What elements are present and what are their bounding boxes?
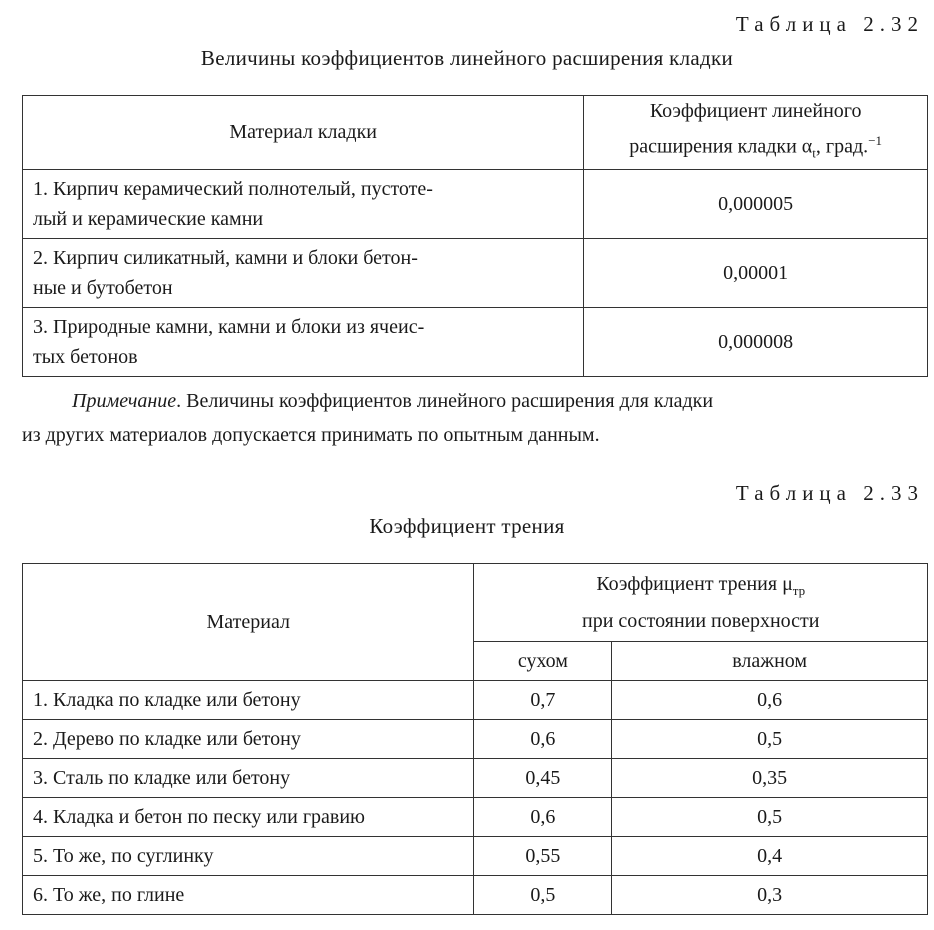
row-value: 0,00001 [584,238,928,307]
header-coefficient [584,96,928,170]
row-material [23,238,584,307]
row-material-line2: лый и керамические камни [33,207,264,230]
row-dry: 0,6 [474,798,612,837]
row-material: 5. То же, по суглинку [23,837,474,876]
row-material: 3. Сталь по кладке или бетону [23,759,474,798]
row-dry: 0,45 [474,759,612,798]
row-material [23,169,584,238]
header-wet: влажном [612,641,928,680]
row-material-line2: ные и бутобетон [33,276,173,299]
row-wet: 0,6 [612,681,928,720]
row-dry: 0,6 [474,720,612,759]
row-material [23,307,584,376]
row-material: 1. Кладка по кладке или бетону [23,681,474,720]
header-coef-sub: t [812,145,816,161]
table-row [23,837,928,876]
header-coefficient [474,564,928,642]
row-value: 0,000005 [584,169,928,238]
table-2-33-title: Коэффициент трения [369,514,565,538]
header-coef-sub: тр [792,582,806,598]
table-note [22,384,922,452]
table-row [23,876,928,915]
header-coef-unit: , град. [815,135,869,158]
header-material: Материал [23,564,474,681]
table-row [23,307,928,376]
row-dry: 0,5 [474,876,612,915]
table-header-row [23,96,928,170]
row-material-line1: 1. Кирпич керамический полнотелый, пустоте- [33,177,433,200]
row-wet: 0,5 [612,798,928,837]
table-row [23,681,928,720]
note-line1: . Величины коэффициентов линейного расширения для кладки [176,390,714,412]
table-2-32-number: Таблица 2.32 [735,12,924,36]
row-material: 4. Кладка и бетон по песку или гравию [23,798,474,837]
expansion-coefficients-table [22,95,928,377]
row-material: 6. То же, по глине [23,876,474,915]
table-row [23,759,928,798]
row-material-line1: 3. Природные камни, камни и блоки из ячеис- [33,315,425,338]
header-coef-line1: Коэффициент линейного [649,100,862,122]
row-wet: 0,3 [612,876,928,915]
row-dry: 0,7 [474,681,612,720]
row-material-line2: тых бетонов [33,345,138,368]
row-wet: 0,35 [612,759,928,798]
header-dry: сухом [474,641,612,680]
row-material: 2. Дерево по кладке или бетону [23,720,474,759]
row-wet: 0,5 [612,720,928,759]
row-dry: 0,55 [474,837,612,876]
table-header-row [23,564,928,642]
header-material [23,96,584,170]
header-coef-line2: расширения кладки α [629,135,813,158]
friction-coefficients-table [22,563,928,915]
header-coef-line1: Коэффициент трения μ [596,572,793,595]
header-coef-line2: при состоянии поверхности [581,609,820,632]
row-value: 0,000008 [584,307,928,376]
table-2-33-number: Таблица 2.33 [735,481,924,505]
note-line2: из других материалов допускается принимать по опытным данным. [22,424,600,446]
header-material-label: Материал кладки [229,121,377,144]
table-row [23,169,928,238]
table-2-32-title: Величины коэффициентов линейного расширения кладки [200,46,734,70]
table-row [23,798,928,837]
table-row [23,238,928,307]
table-row [23,720,928,759]
row-material-line1: 2. Кирпич силикатный, камни и блоки бетон- [33,246,418,269]
header-coef-sup: −1 [868,133,883,148]
row-wet: 0,4 [612,837,928,876]
note-label: Примечание [72,390,177,412]
